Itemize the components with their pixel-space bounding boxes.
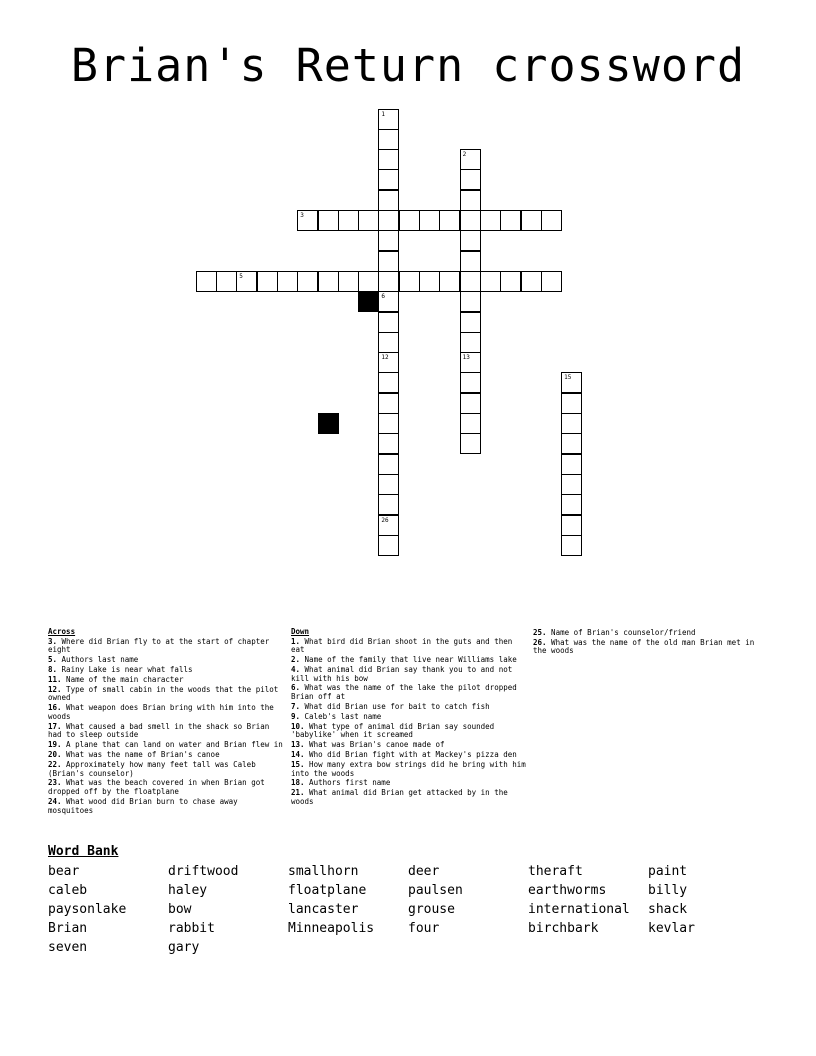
crossword-cell[interactable] <box>338 271 359 292</box>
clue-item <box>48 779 283 796</box>
clue-item <box>291 789 526 806</box>
crossword-cell[interactable] <box>378 454 399 475</box>
crossword-cell[interactable] <box>216 271 237 292</box>
crossword-cell[interactable] <box>460 413 481 434</box>
cell-number: 13 <box>462 354 470 362</box>
clue-item <box>291 656 526 665</box>
clue-item <box>533 639 768 656</box>
clue-number: 1. <box>291 636 301 646</box>
clue-item <box>291 723 526 740</box>
down-clues-continued <box>533 629 768 657</box>
clue-number: 17. <box>48 721 62 731</box>
clue-item <box>48 638 283 655</box>
clue-text: What was the name of the old man Brian met in the woods <box>533 637 755 656</box>
crossword-cell[interactable] <box>399 271 420 292</box>
crossword-cell[interactable] <box>460 251 481 272</box>
word-bank-word: driftwood <box>168 864 239 879</box>
crossword-cell[interactable] <box>521 210 542 231</box>
clue-item <box>533 629 768 638</box>
clue-text: How many extra bow strings did he bring with him into the woods <box>291 759 526 778</box>
word-bank-word: grouse <box>408 902 455 917</box>
puzzle-title: Brian's Return crossword <box>70 39 746 92</box>
clue-number: 19. <box>48 740 62 750</box>
crossword-cell[interactable] <box>297 271 318 292</box>
word-bank-word: four <box>408 921 440 936</box>
word-bank-word: paint <box>648 864 688 879</box>
clue-item <box>291 741 526 750</box>
clue-number: 8. <box>48 664 58 674</box>
crossword-cell[interactable] <box>378 372 399 393</box>
crossword-cell[interactable] <box>521 271 542 292</box>
clue-number: 5. <box>48 655 58 665</box>
clue-number: 15. <box>291 759 305 769</box>
crossword-cell[interactable] <box>561 535 582 556</box>
crossword-black-cell <box>318 413 339 434</box>
cell-number: 15 <box>564 374 572 382</box>
crossword-cell[interactable] <box>378 413 399 434</box>
crossword-cell[interactable] <box>439 210 460 231</box>
word-bank-word: floatplane <box>288 883 367 898</box>
cell-number: 12 <box>381 354 389 362</box>
crossword-cell[interactable] <box>358 271 379 292</box>
crossword-cell[interactable] <box>561 494 582 515</box>
crossword-cell[interactable] <box>378 535 399 556</box>
clue-number: 7. <box>291 701 301 711</box>
down-heading: Down <box>291 627 310 636</box>
crossword-cell[interactable] <box>561 515 582 536</box>
crossword-cell[interactable] <box>460 372 481 393</box>
clue-text: Rainy Lake is near what falls <box>57 664 193 674</box>
crossword-cell[interactable] <box>277 271 298 292</box>
word-bank-word: shack <box>648 902 688 917</box>
word-bank-word: earthworms <box>528 883 607 898</box>
clue-item <box>48 704 283 721</box>
word-bank-word: kevlar <box>648 921 695 936</box>
crossword-cell[interactable] <box>480 271 501 292</box>
clue-item <box>48 798 283 815</box>
clue-number: 4. <box>291 664 301 674</box>
crossword-cell[interactable] <box>561 433 582 454</box>
word-bank-word: birchbark <box>528 921 599 936</box>
crossword-cell[interactable] <box>378 332 399 353</box>
clue-text: What was the name of Brian's canoe <box>61 750 220 760</box>
word-bank-word: seven <box>48 940 88 955</box>
clue-number: 22. <box>48 759 62 769</box>
word-bank-word: gary <box>168 940 200 955</box>
clue-number: 6. <box>291 683 301 693</box>
clue-text: Name of Brian's counselor/friend <box>546 628 696 637</box>
clue-item <box>291 779 526 788</box>
clue-number: 20. <box>48 750 62 760</box>
clue-text: What animal did Brian say thank you to and not kill with his bow <box>291 664 513 683</box>
word-bank-word: paulsen <box>408 883 463 898</box>
clue-item <box>291 761 526 778</box>
clue-text: Approximately how many feet tall was Caleb (Brian's counselor) <box>48 759 256 778</box>
clue-item <box>48 676 283 685</box>
crossword-cell[interactable] <box>378 291 399 312</box>
clue-number: 24. <box>48 796 62 806</box>
clue-number: 26. <box>533 637 547 647</box>
crossword-cell[interactable] <box>561 372 582 393</box>
clue-number: 11. <box>48 674 62 684</box>
crossword-cell[interactable] <box>541 210 562 231</box>
crossword-cell[interactable] <box>378 352 399 373</box>
crossword-cell[interactable] <box>480 210 501 231</box>
clue-number: 13. <box>291 740 305 750</box>
clue-text: What weapon does Brian bring with him into the woods <box>48 703 274 721</box>
crossword-cell[interactable] <box>297 210 318 231</box>
word-bank-word: Brian <box>48 921 88 936</box>
crossword-cell[interactable] <box>338 210 359 231</box>
crossword-cell[interactable] <box>378 169 399 190</box>
clue-item <box>48 686 283 703</box>
word-bank-word: billy <box>648 883 688 898</box>
word-bank-word: Minneapolis <box>288 921 375 936</box>
word-bank-word: bow <box>168 902 192 917</box>
crossword-cell[interactable] <box>378 251 399 272</box>
crossword-cell[interactable] <box>460 332 481 353</box>
word-bank-word: lancaster <box>288 902 359 917</box>
clue-item <box>48 741 283 750</box>
crossword-cell[interactable] <box>561 413 582 434</box>
crossword-cell[interactable] <box>378 210 399 231</box>
clue-text: Caleb's last name <box>300 711 382 721</box>
crossword-cell[interactable] <box>378 271 399 292</box>
cell-number: 1 <box>381 110 386 118</box>
crossword-cell[interactable] <box>460 149 481 170</box>
clue-text: What was the beach covered in when Brian got dropped off by the floatplane <box>48 778 265 797</box>
crossword-cell[interactable] <box>378 494 399 515</box>
word-bank-word: haley <box>168 883 208 898</box>
clue-text: Who did Brian fight with at Mackey's pizza den <box>304 750 517 760</box>
clue-text: Authors first name <box>304 778 391 788</box>
clue-item <box>48 761 283 778</box>
clue-text: Where did Brian fly to at the start of chapter eight <box>48 636 270 655</box>
crossword-cell[interactable] <box>378 474 399 495</box>
crossword-cell[interactable] <box>318 210 339 231</box>
clue-text: What wood did Brian burn to chase away mosquitoes <box>48 796 238 815</box>
clue-item <box>48 751 283 760</box>
crossword-cell[interactable] <box>460 190 481 211</box>
clue-text: What bird did Brian shoot in the guts and then eat <box>291 636 513 655</box>
clue-number: 10. <box>291 721 305 731</box>
clue-number: 16. <box>48 703 62 713</box>
clue-item <box>291 638 526 655</box>
crossword-cell[interactable] <box>318 271 339 292</box>
word-bank-word: caleb <box>48 883 88 898</box>
cell-number: 3 <box>300 212 304 219</box>
across-clues <box>48 628 283 816</box>
clue-text: Name of the main character <box>61 674 184 684</box>
cell-number: 5 <box>239 272 243 280</box>
crossword-cell[interactable] <box>358 210 379 231</box>
word-bank-title: Word Bank <box>48 844 119 859</box>
clue-number: 23. <box>48 778 62 788</box>
crossword-cell[interactable] <box>399 210 420 231</box>
clue-text: What type of animal did Brian say sounded 'babylike' when it screamed <box>291 721 495 740</box>
clue-text: What caused a bad smell in the shack so Brian had to sleep outside <box>48 721 270 740</box>
crossword-cell[interactable] <box>460 230 481 251</box>
crossword-cell[interactable] <box>460 393 481 414</box>
clue-text: What was Brian's canoe made of <box>304 740 445 750</box>
clue-item <box>48 656 283 665</box>
crossword-cell[interactable] <box>541 271 562 292</box>
clue-text: What was the name of the lake the pilot dropped Brian off at <box>291 683 517 702</box>
clue-text: Name of the family that live near Williams lake <box>300 655 517 665</box>
crossword-cell[interactable] <box>378 433 399 454</box>
crossword-cell[interactable] <box>500 271 521 292</box>
clue-number: 18. <box>291 778 305 788</box>
crossword-cell[interactable] <box>439 271 460 292</box>
crossword-cell[interactable] <box>561 393 582 414</box>
crossword-cell[interactable] <box>378 312 399 333</box>
word-bank-word: bear <box>48 864 80 879</box>
clue-item <box>48 723 283 740</box>
crossword-cell[interactable] <box>419 271 440 292</box>
crossword-cell[interactable] <box>257 271 278 292</box>
clue-text: Authors last name <box>57 655 139 665</box>
cell-number: 26 <box>381 516 389 524</box>
crossword-cell[interactable] <box>561 454 582 475</box>
clue-text: What animal did Brian get attacked by in the woods <box>291 788 508 806</box>
word-bank-word: rabbit <box>168 921 215 936</box>
crossword-cell[interactable] <box>236 271 257 292</box>
crossword-cell[interactable] <box>378 230 399 251</box>
crossword-cell[interactable] <box>196 271 217 292</box>
word-bank-word: international <box>528 902 630 917</box>
crossword-cell[interactable] <box>378 129 399 150</box>
crossword-cell[interactable] <box>500 210 521 231</box>
clue-item <box>291 751 526 760</box>
clue-item <box>291 666 526 683</box>
clue-item <box>291 684 526 701</box>
crossword-cell[interactable] <box>378 393 399 414</box>
crossword-cell[interactable] <box>378 190 399 211</box>
clue-number: 21. <box>291 788 305 798</box>
clue-item <box>291 713 526 722</box>
clue-number: 2. <box>291 655 301 665</box>
crossword-cell[interactable] <box>378 149 399 170</box>
clue-text: Type of small cabin in the woods that the pilot owned <box>48 684 279 703</box>
word-bank-word: smallhorn <box>288 864 359 879</box>
crossword-cell[interactable] <box>460 291 481 312</box>
down-clues <box>291 628 526 808</box>
crossword-cell[interactable] <box>378 109 399 130</box>
word-bank-word: theraft <box>528 864 583 879</box>
cell-number: 6 <box>381 293 386 301</box>
crossword-cell[interactable] <box>460 271 481 292</box>
clue-number: 9. <box>291 711 301 721</box>
clue-text: What did Brian use for bait to catch fish <box>300 701 490 711</box>
across-heading: Across <box>48 627 76 636</box>
crossword-cell[interactable] <box>460 352 481 373</box>
clue-item <box>291 703 526 712</box>
crossword-black-cell <box>358 291 379 312</box>
crossword-cell[interactable] <box>460 312 481 333</box>
clue-number: 25. <box>533 628 547 637</box>
clue-text: A plane that can land on water and Brian flew in <box>61 740 283 750</box>
cell-number: 2 <box>462 151 467 159</box>
crossword-cell[interactable] <box>561 474 582 495</box>
crossword-cell[interactable] <box>378 515 399 536</box>
crossword-cell[interactable] <box>460 210 481 231</box>
clue-number: 3. <box>48 636 58 646</box>
word-bank-word: deer <box>408 864 440 879</box>
clue-number: 14. <box>291 750 305 760</box>
crossword-cell[interactable] <box>460 433 481 454</box>
crossword-cell[interactable] <box>460 169 481 190</box>
crossword-cell[interactable] <box>419 210 440 231</box>
clue-number: 12. <box>48 684 62 694</box>
clue-item <box>48 666 283 675</box>
word-bank-word: paysonlake <box>48 902 127 917</box>
